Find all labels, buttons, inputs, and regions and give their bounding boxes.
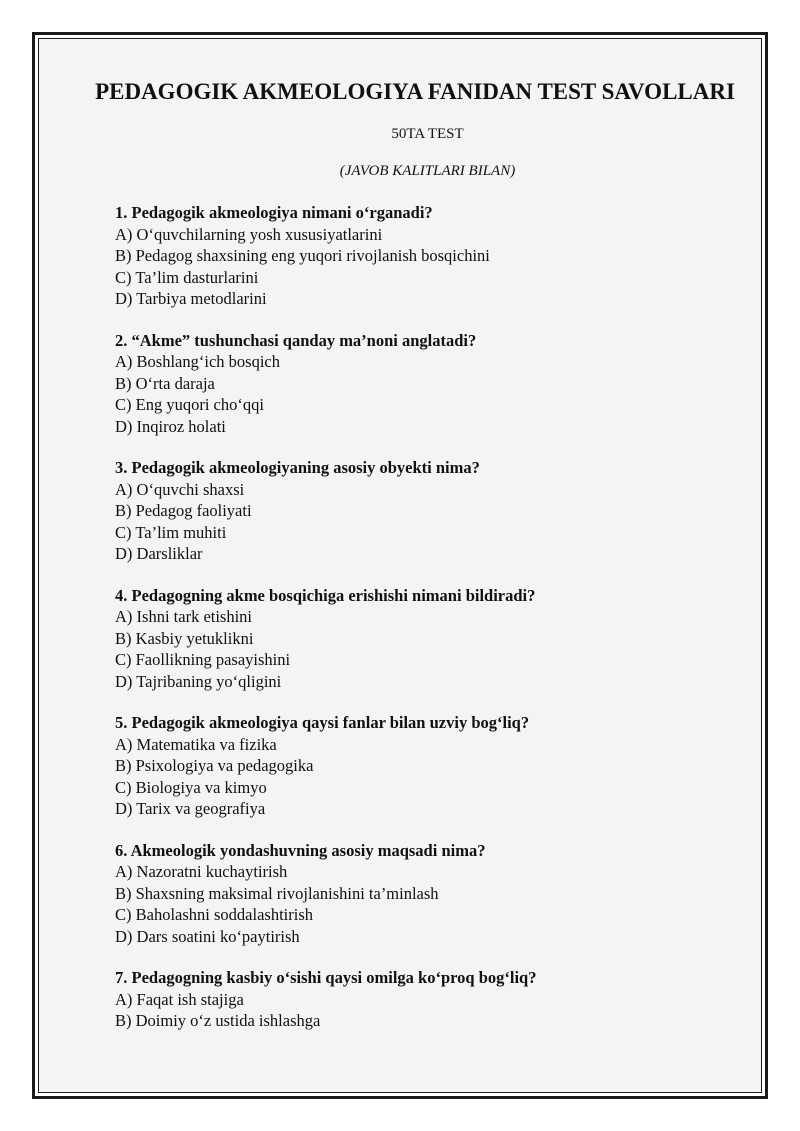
question-item (115, 840, 715, 948)
question-list (115, 202, 715, 1032)
question-text: 4. Pedagogning akme bosqichiga erishishi nimani bildiradi? (115, 585, 536, 605)
answer-option: D) Dars soatini ko‘paytirish (115, 926, 300, 946)
answer-option: B) Pedagog faoliyati (115, 501, 252, 520)
answer-option: D) Darsliklar (115, 544, 203, 563)
question-text: 5. Pedagogik akmeologiya qaysi fanlar bilan uzviy bog‘liq? (115, 713, 530, 732)
question-text: 6. Akmeologik yondashuvning asosiy maqsadi nima? (115, 840, 486, 860)
answer-option: A) O‘quvchi shaxsi (115, 479, 245, 499)
answer-key-note: (JAVOB KALITLARI BILAN) (339, 163, 516, 179)
answer-option: B) Doimiy o‘z ustida ishlashga (115, 1011, 321, 1030)
answer-option: B) O‘rta daraja (115, 373, 215, 393)
answer-option: D) Tarbiya metodlarini (115, 289, 267, 308)
answer-option: B) Pedagog shaxsining eng yuqori rivojlanish bosqichini (115, 246, 490, 265)
answer-option: C) Biologiya va kimyo (115, 777, 267, 797)
answer-option: B) Psixologiya va pedagogika (115, 756, 314, 775)
document-subtitle: 50TA TEST (391, 126, 464, 142)
answer-option: C) Ta’lim muhiti (115, 522, 227, 542)
question-item (115, 202, 715, 310)
answer-option: C) Faollikning pasayishini (115, 650, 291, 669)
answer-option: C) Eng yuqori cho‘qqi (115, 395, 264, 414)
question-text: 7. Pedagogning kasbiy o‘sishi qaysi omilga ko‘proq bog‘liq? (115, 968, 537, 987)
question-text: 1. Pedagogik akmeologiya nimani o‘rganadi? (115, 203, 433, 222)
question-text: 2. “Akme” tushunchasi qanday ma’noni anglatadi? (115, 330, 477, 350)
document-title: PEDAGOGIK AKMEOLOGIYA FANIDAN TEST SAVOLLARI (95, 79, 735, 104)
answer-option: B) Kasbiy yetuklikni (115, 628, 254, 648)
answer-option: A) Boshlang‘ich bosqich (115, 352, 280, 371)
answer-option: A) Nazoratni kuchaytirish (115, 862, 288, 881)
question-text: 3. Pedagogik akmeologiyaning asosiy obyekti nima? (115, 458, 480, 477)
answer-option: D) Tarix va geografiya (115, 799, 266, 818)
question-item (115, 712, 715, 820)
document-content (95, 78, 735, 1052)
answer-option: A) Faqat ish stajiga (115, 989, 244, 1009)
answer-option: A) O‘quvchilarning yosh xususiyatlarini (115, 224, 383, 244)
answer-option: D) Inqiroz holati (115, 416, 226, 436)
question-item (115, 585, 715, 693)
answer-option: A) Ishni tark etishini (115, 607, 253, 626)
answer-option: A) Matematika va fizika (115, 734, 277, 754)
answer-option: D) Tajribaning yo‘qligini (115, 671, 282, 691)
answer-option: C) Ta’lim dasturlarini (115, 267, 259, 287)
answer-option: B) Shaxsning maksimal rivojlanishini ta’minlash (115, 883, 439, 903)
question-item (115, 967, 715, 1032)
question-item (115, 330, 715, 438)
question-item (115, 457, 715, 565)
answer-option: C) Baholashni soddalashtirish (115, 905, 313, 924)
